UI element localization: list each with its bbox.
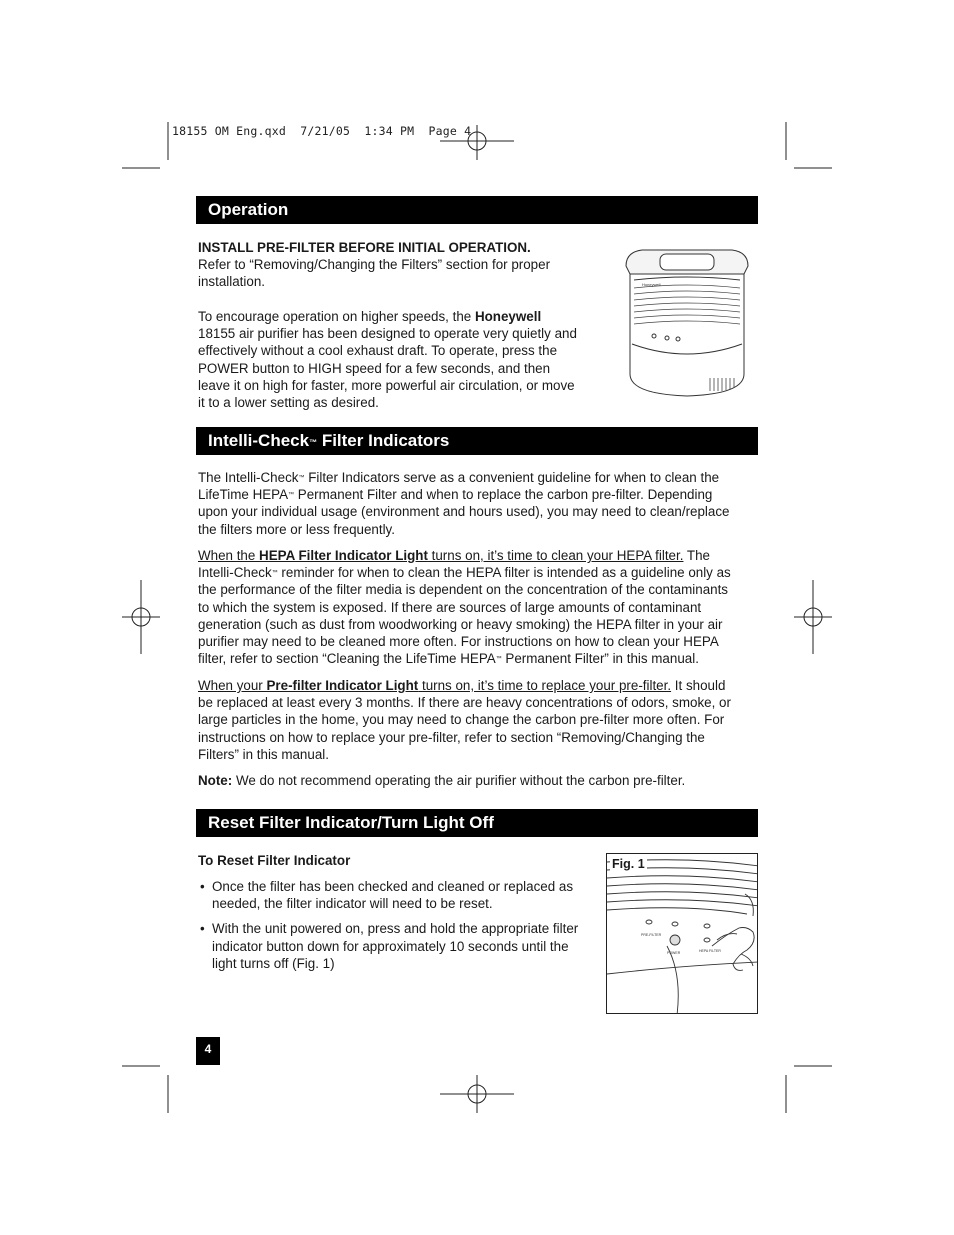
text: The Intelli-Check	[198, 470, 299, 485]
text: LifeTime HEPA	[198, 487, 289, 503]
figure-1	[606, 853, 758, 1014]
text: purifier may need to be cleaned more often. For instructions on how to clean your HEPA	[198, 634, 719, 650]
text: Permanent Filter and when to replace the carbon pre-filter. Depending	[294, 487, 713, 503]
text: reminder for when to clean the HEPA filter is intended as a guideline only as	[277, 565, 731, 581]
note-paragraph	[198, 772, 758, 789]
install-text-2: installation.	[198, 274, 265, 290]
control-panel-closeup-illustration	[607, 854, 758, 1014]
text: Intelli-Check	[198, 565, 272, 581]
text: When the	[198, 548, 260, 563]
trademark: ™	[309, 438, 318, 447]
intelli-paragraph-3	[198, 677, 758, 763]
text: filter, refer to section “Cleaning the LifeTime HEPA	[198, 651, 496, 667]
note-text: We do not recommend operating the air purifier without the carbon pre-filter.	[232, 773, 686, 788]
intelli-check-heading	[196, 427, 758, 455]
heading-text: Intelli-Check	[208, 431, 310, 450]
hepa-indicator-sentence	[198, 548, 683, 563]
text: Permanent Filter” in this manual.	[501, 651, 699, 667]
file-slug: 18155 OM Eng.qxd 7/21/05 1:34 PM Page 4	[172, 124, 472, 138]
text: needed, the filter indicator will need to be reset.	[212, 896, 493, 912]
text: indicator button down for approximately 10 seconds until the	[212, 938, 569, 954]
op-text: it to a lower setting as desired.	[198, 395, 379, 411]
brand-mark: Honeywell	[642, 282, 661, 287]
text: Filter Indicators serve as a convenient guideline for when to clean the	[304, 470, 720, 485]
op-text: To encourage operation on higher speeds, the	[198, 309, 475, 324]
text: upon your individual usage (environment and hours used), you may need to clean/replace	[198, 504, 730, 520]
text: turns on, it’s time to clean your HEPA filter.	[427, 548, 684, 563]
op-text: effectively without a cool exhaust draft. To operate, press the	[198, 343, 558, 359]
note-label: Note:	[198, 773, 233, 788]
intelli-paragraph-1: The Intelli-Check™ Filter Indicators serve as a convenient guideline for when to clean the LifeTime HEPA™ Permanent Filter and when to replace the carbon pre-filter. Depending upon your individual usage (environment and hours used), you may need to clean/replace the filters more or less frequently.	[198, 469, 758, 538]
op-text: leave it on high for faster, more powerful air circulation, or move	[198, 377, 575, 393]
install-heading: INSTALL PRE-FILTER BEFORE INITIAL OPERATION.	[198, 240, 531, 255]
text: It should	[671, 678, 726, 693]
reset-heading: Reset Filter Indicator/Turn Light Off	[196, 809, 758, 837]
hepa-indicator-term: HEPA Filter Indicator Light	[259, 548, 428, 563]
reset-subheading	[198, 852, 350, 869]
prefilter-indicator-sentence	[198, 678, 671, 693]
text: large particles in the home, you may need to change the carbon pre-filter more often. For	[198, 712, 725, 728]
install-text-1: Refer to “Removing/Changing the Filters” section for proper	[198, 257, 551, 273]
svg-text:POWER: POWER	[667, 951, 681, 955]
text: • Once the filter has been checked and cleaned or replaced as	[212, 879, 574, 894]
brand-name: Honeywell	[474, 309, 542, 324]
text: the performance of the filter media is dependent on the concentration of the contaminants	[198, 582, 729, 598]
text: the filters more or less frequently.	[198, 521, 395, 537]
op-text: 18155 air purifier has been designed to operate very quietly and	[198, 326, 577, 342]
list-item	[198, 920, 593, 972]
figure-label: Fig. 1	[612, 857, 645, 871]
text: When your	[198, 678, 267, 693]
text: be replaced at least every 3 months. If there are heavy concentrations of odors, smoke, or	[198, 695, 731, 711]
text: to which the system is exposed. If there are sources of large amounts of contaminant	[198, 599, 702, 615]
text: turns on, it’s time to replace your pre-filter.	[418, 678, 672, 693]
subheading-text: To Reset Filter Indicator	[198, 853, 351, 868]
text: light turns off (Fig. 1)	[212, 955, 335, 971]
list-item	[198, 878, 593, 912]
op-text: POWER button to HIGH speed for a few seconds, and then	[198, 360, 551, 376]
reset-steps-list	[198, 878, 593, 980]
text: Filters” in this manual.	[198, 746, 329, 762]
operation-paragraph	[198, 308, 618, 411]
air-purifier-illustration	[620, 244, 755, 399]
operation-heading: Operation	[196, 196, 758, 224]
text: The	[683, 548, 711, 563]
text: instructions on how to replace your pre-filter, refer to section “Removing/Changing the	[198, 729, 705, 745]
heading-text: Filter Indicators	[317, 431, 450, 450]
text: • With the unit powered on, press and hold the appropriate filter	[212, 921, 579, 937]
page-number: 4	[196, 1037, 220, 1065]
svg-text:PRE-FILTER: PRE-FILTER	[641, 933, 662, 937]
svg-text:HEPA FILTER: HEPA FILTER	[699, 949, 721, 953]
text: generation (such as dust from woodworking or heavy smoking) the HEPA filter in your air	[198, 616, 723, 632]
operation-install-block	[198, 239, 618, 291]
intelli-paragraph-2: When the HEPA Filter Indicator Light turns on, it’s time to clean your HEPA filter. The Intelli-Check™ reminder for when to clean the HEPA filter is intended as a guideline only as the performance of the filter media is dependent on the concentration of the contaminants to which the system is exposed. If there are sources of large amounts of contaminant generation (such as dust from woodworking or heavy smoking) the HEPA filter in your air purifier may need to be cleaned more often. For instructions on how to clean your HEPA filter, refer to section “Cleaning the LifeTime HEPA™ Permanent Filter” in this manual.	[198, 547, 758, 667]
prefilter-indicator-term: Pre-filter Indicator Light	[266, 678, 419, 693]
